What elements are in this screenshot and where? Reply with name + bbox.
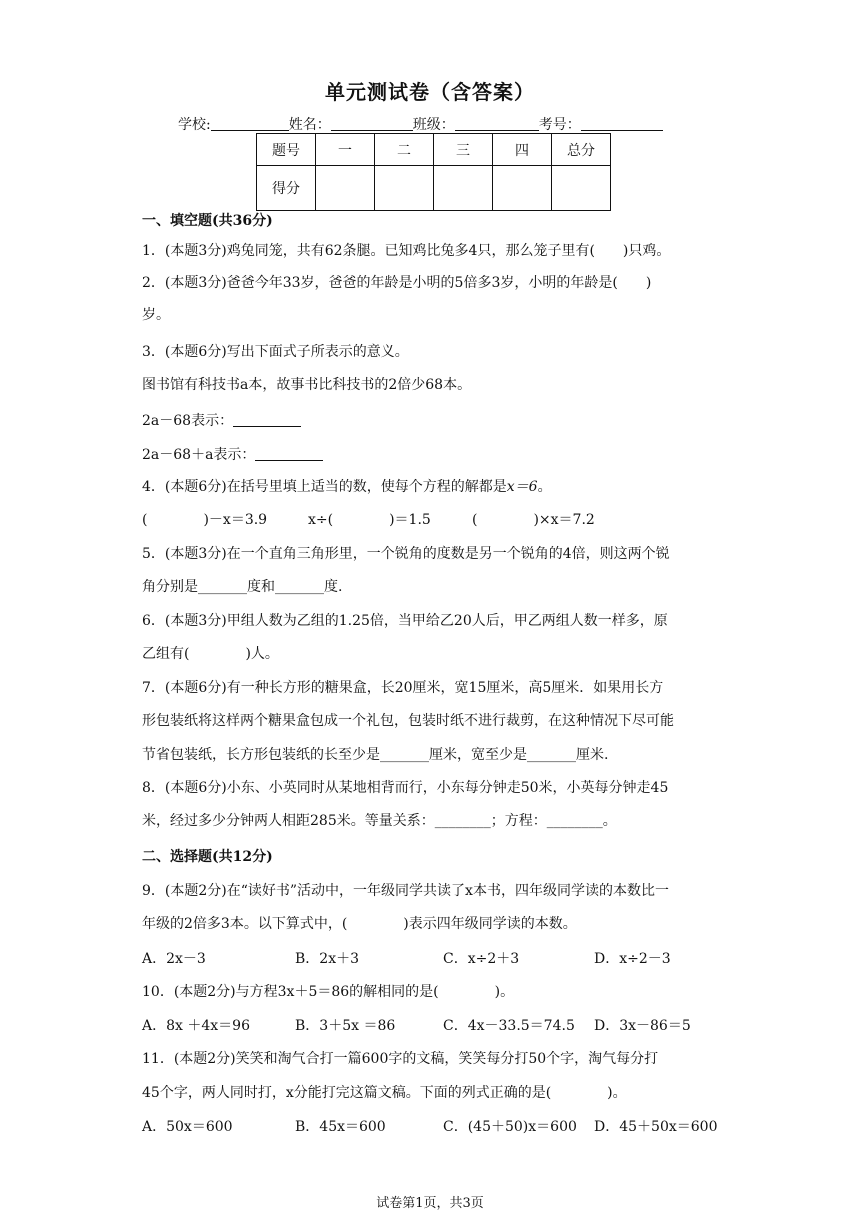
question-3-line-3 [142, 410, 301, 430]
question-9-line-2: 年级的2倍多3本。以下算式中，( )表示四年级同学读的本数。 [142, 916, 577, 932]
score-table [256, 133, 611, 211]
question-8-line-2: 米，经过多少分钟两人相距285米。等量关系：________；方程：________。 [142, 813, 617, 829]
question-4-line-1 [142, 476, 552, 496]
question-7-line-1: 7．(本题6分)有一种长方形的糖果盒，长20厘米，宽15厘米，高5厘米．如果用长方 [142, 680, 664, 696]
score-cell[interactable] [316, 166, 375, 211]
expression-label: 2a－68＋a表示： [142, 447, 256, 463]
option-a[interactable]: A．2x－3 [142, 951, 206, 967]
question-8-line-1: 8．(本题6分)小东、小英同时从某地相背而行，小东每分钟走50米，小英每分钟走45 [142, 780, 669, 796]
punctuation: 。 [537, 479, 552, 495]
question-3-line-2: 图书馆有科技书a本，故事书比科技书的2倍少68本。 [142, 377, 472, 393]
section-heading-multiple-choice: 二、选择题(共12分) [142, 849, 273, 865]
question-5-line-2: 角分别是_______度和_______度. [142, 579, 343, 595]
question-7-line-3: 节省包装纸，长方形包装纸的长至少是_______厘米，宽至少是_______厘米. [142, 747, 609, 763]
expression-label: 2a－68表示： [142, 413, 234, 429]
score-header-cell: 三 [434, 134, 493, 166]
score-cell[interactable] [552, 166, 611, 211]
score-header-cell: 二 [375, 134, 434, 166]
question-1: 1．(本题3分)鸡兔同笼，共有62条腿。已知鸡比兔多4只，那么笼子里有( )只鸡。 [142, 243, 671, 259]
equation-2: x÷( )＝1.5 [308, 512, 431, 528]
score-header-cell: 四 [493, 134, 552, 166]
exam-no-blank[interactable] [581, 116, 663, 131]
student-info-line [178, 114, 663, 134]
answer-blank[interactable] [255, 446, 323, 461]
option-d[interactable]: D．3x－86＝5 [594, 1018, 691, 1034]
question-6-line-2: 乙组有( )人。 [142, 646, 279, 662]
option-b[interactable]: B．45x＝600 [295, 1119, 386, 1135]
school-blank[interactable] [211, 116, 289, 131]
name-label: 姓名： [288, 117, 331, 133]
question-6-line-1: 6．(本题3分)甲组人数为乙组的1.25倍，当甲给乙20人后，甲乙两组人数一样多，原 [142, 613, 668, 629]
score-header-cell: 一 [316, 134, 375, 166]
score-cell[interactable] [375, 166, 434, 211]
exam-no-label: 考号： [538, 117, 581, 133]
equation-1: ( )－x＝3.9 [142, 512, 268, 528]
option-c[interactable]: C．x÷2＋3 [443, 951, 520, 967]
answer-blank[interactable] [233, 412, 301, 427]
question-5-line-1: 5．(本题3分)在一个直角三角形里，一个锐角的度数是另一个锐角的4倍，则这两个锐 [142, 546, 670, 562]
question-3-line-4 [142, 444, 323, 464]
question-3-line-1: 3．(本题6分)写出下面式子所表示的意义。 [142, 344, 409, 360]
option-c[interactable]: C．(45＋50)x＝600 [443, 1119, 577, 1135]
option-a[interactable]: A．8x ＋4x＝96 [142, 1018, 250, 1034]
option-d[interactable]: D．45＋50x＝600 [594, 1119, 718, 1135]
question-10: 10．(本题2分)与方程3x＋5＝86的解相同的是( )。 [142, 984, 515, 1000]
option-c[interactable]: C．4x－33.5＝74.5 [443, 1018, 575, 1034]
option-b[interactable]: B．2x＋3 [295, 951, 359, 967]
score-row-label: 得分 [257, 166, 316, 211]
option-a[interactable]: A．50x＝600 [142, 1119, 233, 1135]
question-11-line-2: 45个字，两人同时打，x分能打完这篇文稿。下面的列式正确的是( )。 [142, 1085, 627, 1101]
section-heading-fill-blank: 一、填空题(共36分) [142, 213, 273, 229]
equation-3: ( )×x＝7.2 [472, 512, 595, 528]
score-cell[interactable] [434, 166, 493, 211]
question-11-line-1: 11．(本题2分)笑笑和淘气合打一篇600字的文稿，笑笑每分打50个字，淘气每分打 [142, 1051, 659, 1067]
question-2-line-2: 岁。 [142, 307, 170, 323]
class-label: 班级： [412, 117, 455, 133]
page-title: 单元测试卷（含答案） [325, 80, 535, 104]
math-expression: x＝6 [506, 479, 538, 495]
option-b[interactable]: B．3＋5x ＝86 [295, 1018, 396, 1034]
question-7-line-2: 形包装纸将这样两个糖果盒包成一个礼包，包装时纸不进行裁剪，在这种情况下尽可能 [142, 713, 674, 729]
score-cell[interactable] [493, 166, 552, 211]
class-blank[interactable] [455, 116, 539, 131]
question-9-line-1: 9．(本题2分)在“读好书”活动中，一年级同学共读了x本书，四年级同学读的本数比一 [142, 883, 669, 899]
question-2-line-1: 2．(本题3分)爸爸今年33岁，爸爸的年龄是小明的5倍多3岁，小明的年龄是( ) [142, 275, 652, 291]
name-blank[interactable] [331, 116, 413, 131]
score-header-cell: 题号 [257, 134, 316, 166]
school-label: 学校: [178, 117, 211, 133]
score-header-cell: 总分 [552, 134, 611, 166]
question-text: 4．(本题6分)在括号里填上适当的数，使每个方程的解都是 [142, 479, 507, 495]
option-d[interactable]: D．x÷2－3 [594, 951, 671, 967]
page-footer: 试卷第1页，共3页 [376, 1196, 484, 1211]
